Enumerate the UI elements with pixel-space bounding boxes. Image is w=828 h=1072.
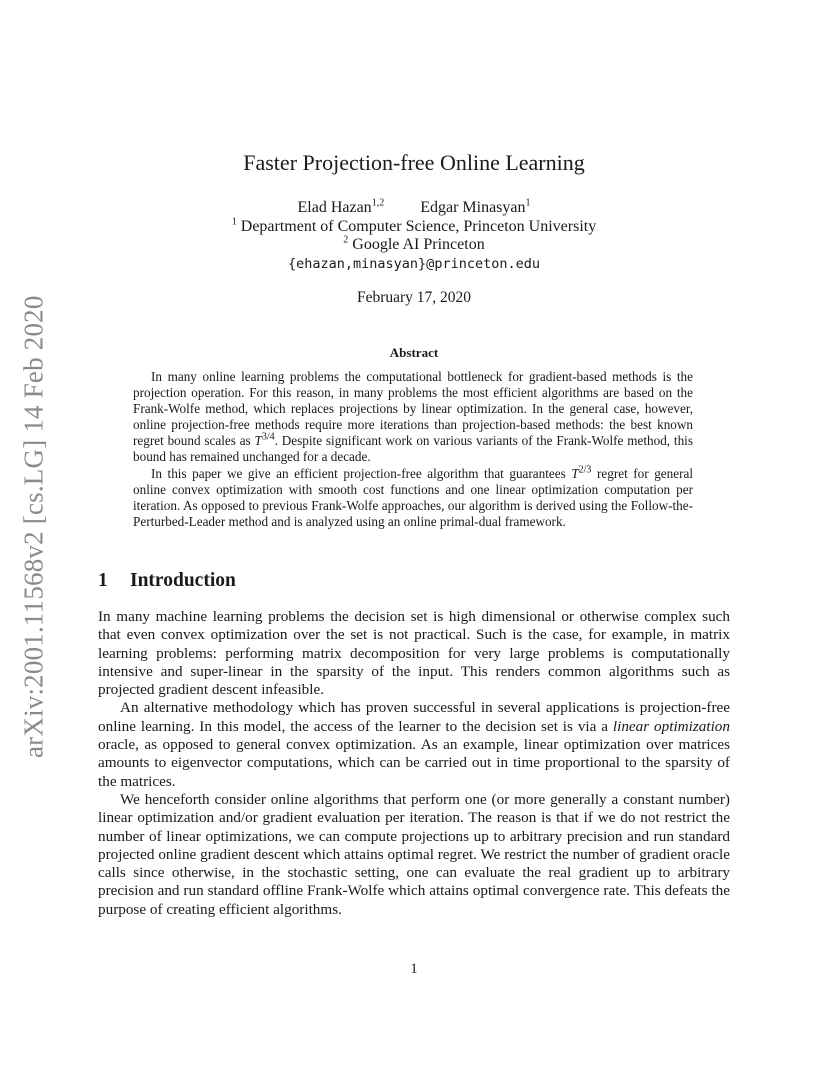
section-heading <box>98 570 236 592</box>
affiliation-text: Google AI Princeton <box>352 236 485 253</box>
body-paragraph: We henceforth consider online algorithms that perform one (or more generally a constant number) linear optimization and/or gradient evaluation per iteration. The reason is that if we do not restrict the number of linear optimizations, we can compute projections up to arbitrary precision and run standard projected online gradient descent which attains optimal regret. We restrict the number of gradient oracle calls since otherwise, in the stochastic setting, one can evaluate the real gradient up to arbitrary precision and run standard offline Frank-Wolfe which attains optimal convergence rate. This defeats the purpose of creating efficient algorithms. <box>98 790 730 918</box>
abstract-heading: Abstract <box>389 345 439 360</box>
body-text: oracle, as opposed to general convex optimization. As an example, linear optimization over matrices amounts to eigenvector computations, which can be carried out in time proportional to the sparsity of the matrices. <box>98 736 730 790</box>
section-body <box>98 608 730 919</box>
body-paragraph: In many machine learning problems the decision set is high dimensional or otherwise complex such that even convex optimization over the set is not practical. Such is the case, for example, in matrix learning problems: performing matrix decomposition for very large problems is computationally intensive and super-linear in the sparsity of the input. This renders common algorithms such as projected gradient descent infeasible. <box>98 608 730 699</box>
math-exponent: 2/3 <box>578 464 592 476</box>
body-text: An alternative methodology which has proven successful in several applications is projection-free online learning. In this model, the access of the learner to the decision set is via a <box>98 699 730 735</box>
affiliation-line <box>98 236 730 254</box>
section-number: 1 <box>98 570 108 591</box>
math-exponent: 3/4 <box>261 431 275 443</box>
paper-title: Faster Projection-free Online Learning <box>243 150 585 175</box>
author-affiliation-mark: 1 <box>525 197 531 209</box>
abstract-paragraph <box>133 369 693 466</box>
emphasis-text: linear optimization <box>612 717 730 735</box>
author-email: {ehazan,minasyan}@princeton.edu <box>288 256 540 272</box>
abstract-text: regret for general online convex optimization with smooth cost functions and one linear optimization computation per iteration. As opposed to previous Frank-Wolfe approaches, our algorithm is derived using the Follow-the-Perturbed-Leader method and is analyzed using an online primal-dual framework. <box>133 465 693 529</box>
abstract-body <box>133 369 693 530</box>
paper-date: February 17, 2020 <box>356 289 472 306</box>
affiliation-mark: 1 <box>231 216 237 228</box>
math-variable: T <box>571 465 579 481</box>
author-name: Elad Hazan <box>297 199 372 216</box>
affiliation-line <box>98 218 730 236</box>
affiliation-mark: 2 <box>343 234 349 246</box>
page-number: 1 <box>410 961 418 977</box>
author-list <box>98 199 730 217</box>
arxiv-identifier-stamp: arXiv:2001.11568v2 [cs.LG] 14 Feb 2020 <box>18 295 49 758</box>
author <box>420 199 530 216</box>
author <box>298 199 385 216</box>
body-paragraph <box>98 699 730 790</box>
abstract-text: In many online learning problems the computational bottleneck for gradient-based methods is the projection operation. For this reason, in many problems the most efficient algorithms are based on the Frank-Wolfe method, which replaces projections by linear optimization. In the general case, however, online projection-free methods require more iterations than projection-based methods: the best known regret bound scales as <box>133 369 693 449</box>
math-variable: T <box>254 433 262 449</box>
section-title: Introduction <box>130 570 236 591</box>
abstract-text: . Despite significant work on various variants of the Frank-Wolfe method, this bound has remained unchanged for a decade. <box>133 433 693 465</box>
abstract-paragraph <box>133 466 693 530</box>
author-affiliation-mark: 1,2 <box>371 197 385 209</box>
affiliation-text: Department of Computer Science, Princeton University <box>240 218 597 235</box>
author-name: Edgar Minasyan <box>420 199 526 216</box>
abstract-text: In this paper we give an efficient projection-free algorithm that guarantees <box>151 465 572 481</box>
